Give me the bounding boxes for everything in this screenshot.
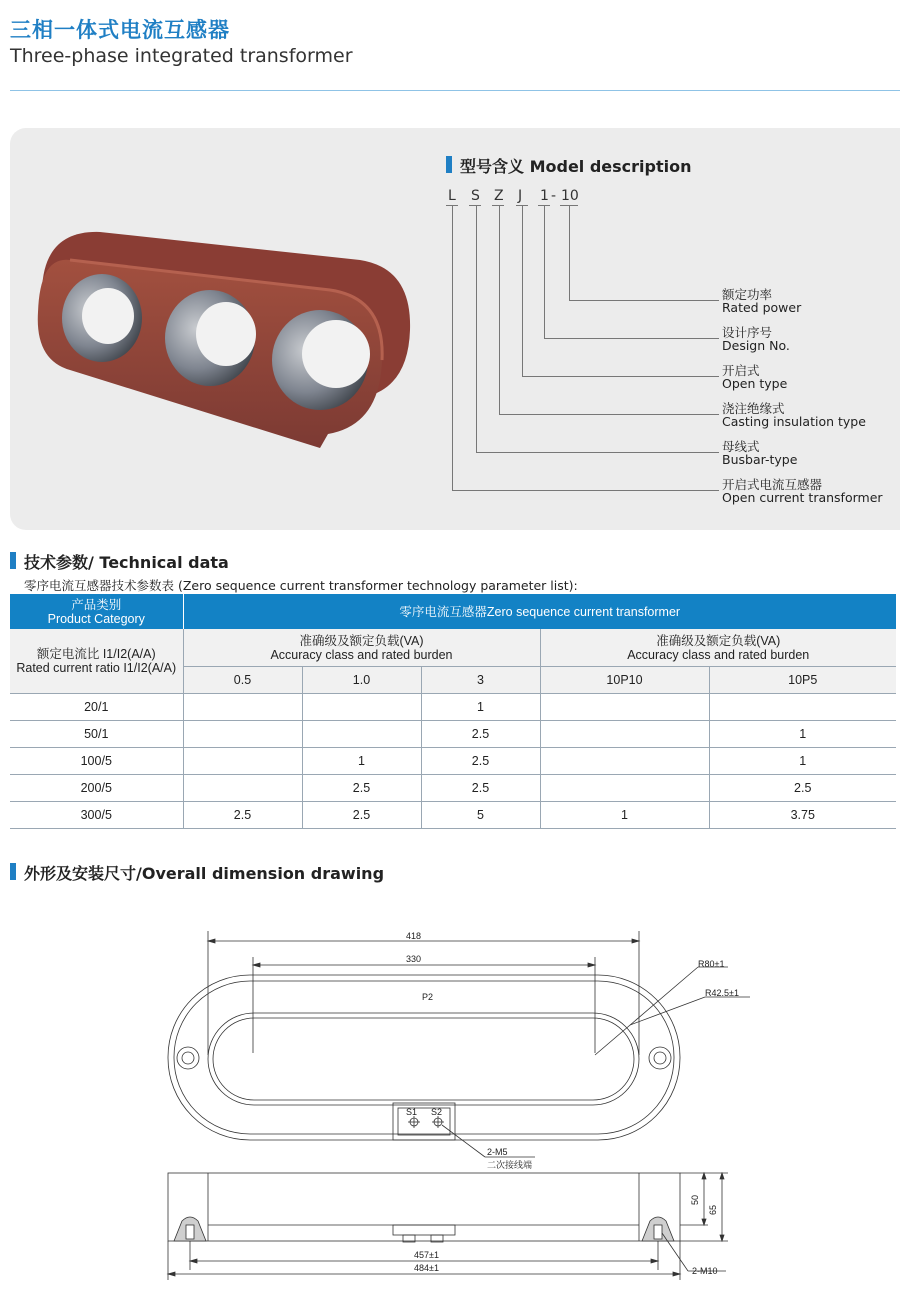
ratio-cell: 100/5 [10, 748, 183, 775]
value-cell: 1 [421, 694, 540, 721]
value-cell [709, 694, 896, 721]
leader-h-s [476, 452, 719, 453]
table-row [10, 721, 896, 748]
table-row [10, 802, 896, 829]
table-row [10, 775, 896, 802]
value-cell [302, 721, 421, 748]
page-title-cn: 三相一体式电流互感器 [10, 18, 230, 42]
ratio-cell: 200/5 [10, 775, 183, 802]
ratio-header: 额定电流比 I1/I2(A/A) Rated current ratio I1/I2(A/A) [10, 629, 183, 694]
value-cell: 2.5 [302, 775, 421, 802]
class-header: 10P10 [540, 667, 709, 694]
label-terminal: 二次接线端 [487, 1160, 533, 1170]
leader-h-1 [544, 338, 719, 339]
value-cell [183, 694, 302, 721]
dim-457: 457±1 [414, 1250, 439, 1260]
class-header: 3 [421, 667, 540, 694]
leader-h-j [522, 376, 719, 377]
model-char-1: 1 [540, 188, 549, 204]
ratio-cell: 300/5 [10, 802, 183, 829]
model-char-s: S [471, 188, 480, 204]
leader-h-10 [569, 300, 719, 301]
type-header: 零序电流互感器Zero sequence current transformer [183, 594, 896, 629]
leader-v-1 [544, 206, 545, 338]
value-cell [540, 721, 709, 748]
class-header: 0.5 [183, 667, 302, 694]
technical-heading: 技术参数/ Technical data [10, 550, 229, 573]
table-row [10, 694, 896, 721]
leader-v-s [476, 206, 477, 452]
label-p2: P2 [422, 992, 434, 1002]
desc-rated-power: 额定功率 Rated power [722, 287, 802, 315]
underline-s [469, 205, 481, 206]
drawing-heading: 外形及安装尺寸/Overall dimension drawing [10, 861, 384, 884]
value-cell: 1 [709, 721, 896, 748]
value-cell: 2.5 [709, 775, 896, 802]
dim-484: 484±1 [414, 1263, 439, 1273]
value-cell: 2.5 [421, 748, 540, 775]
desc-busbar-type: 母线式 Busbar-type [722, 439, 798, 467]
value-cell: 1 [540, 802, 709, 829]
desc-open-current-transformer: 开启式电流互感器 Open current transformer [722, 477, 883, 505]
technical-caption: 零序电流互感器技术参数表 (Zero sequence current transformer technology parameter list): [24, 578, 578, 593]
model-char-dash: - [551, 188, 557, 204]
leader-v-j [522, 206, 523, 376]
technical-table [10, 594, 896, 829]
ratio-cell: 50/1 [10, 721, 183, 748]
leader-v-z [499, 206, 500, 414]
label-2m10: 2-M10 [692, 1266, 718, 1276]
table-header-row [10, 594, 896, 629]
model-char-10: 10 [561, 188, 579, 204]
page-title-en: Three-phase integrated transformer [10, 45, 353, 67]
label-2m5: 2-M5 [487, 1147, 508, 1157]
accuracy-header-row [10, 629, 896, 667]
value-cell: 2.5 [421, 775, 540, 802]
value-cell: 3.75 [709, 802, 896, 829]
value-cell: 1 [302, 748, 421, 775]
model-char-l: L [448, 188, 456, 204]
leader-h-z [499, 414, 719, 415]
model-heading: 型号含义 Model description [446, 154, 692, 177]
value-cell: 2.5 [421, 721, 540, 748]
desc-casting-insulation: 浇注绝缘式 Casting insulation type [722, 401, 866, 429]
category-header: 产品类别 Product Category [10, 594, 183, 629]
product-photo [30, 220, 420, 460]
value-cell: 2.5 [183, 802, 302, 829]
class-header: 10P5 [709, 667, 896, 694]
leader-v-l [452, 206, 453, 490]
ratio-cell: 20/1 [10, 694, 183, 721]
value-cell: 1 [709, 748, 896, 775]
accuracy-header-protection: 准确级及额定负载(VA) Accuracy class and rated burden [540, 629, 896, 667]
value-cell [540, 775, 709, 802]
header-divider [10, 90, 900, 91]
value-cell: 5 [421, 802, 540, 829]
table-row [10, 748, 896, 775]
dim-418: 418 [406, 931, 422, 941]
value-cell [302, 694, 421, 721]
value-cell [540, 748, 709, 775]
label-s1: S1 [406, 1107, 418, 1117]
value-cell: 2.5 [302, 802, 421, 829]
label-s2: S2 [431, 1107, 443, 1117]
value-cell [540, 694, 709, 721]
dim-65: 65 [708, 1204, 718, 1215]
model-char-z: Z [494, 188, 504, 204]
desc-open-type: 开启式 Open type [722, 363, 788, 391]
accuracy-header-metering: 准确级及额定负载(VA) Accuracy class and rated burden [183, 629, 540, 667]
value-cell [183, 721, 302, 748]
desc-design-no: 设计序号 Design No. [722, 325, 790, 353]
label-r80: R80±1 [698, 959, 725, 969]
underline-z [492, 205, 504, 206]
label-r42: R42.5±1 [705, 988, 739, 998]
dim-50: 50 [690, 1194, 700, 1205]
model-char-j: J [518, 188, 523, 204]
class-header: 1.0 [302, 667, 421, 694]
leader-v-10 [569, 206, 570, 300]
value-cell [183, 775, 302, 802]
dimension-drawing [160, 925, 760, 1285]
value-cell [183, 748, 302, 775]
leader-h-l [452, 490, 719, 491]
dim-330: 330 [406, 954, 422, 964]
